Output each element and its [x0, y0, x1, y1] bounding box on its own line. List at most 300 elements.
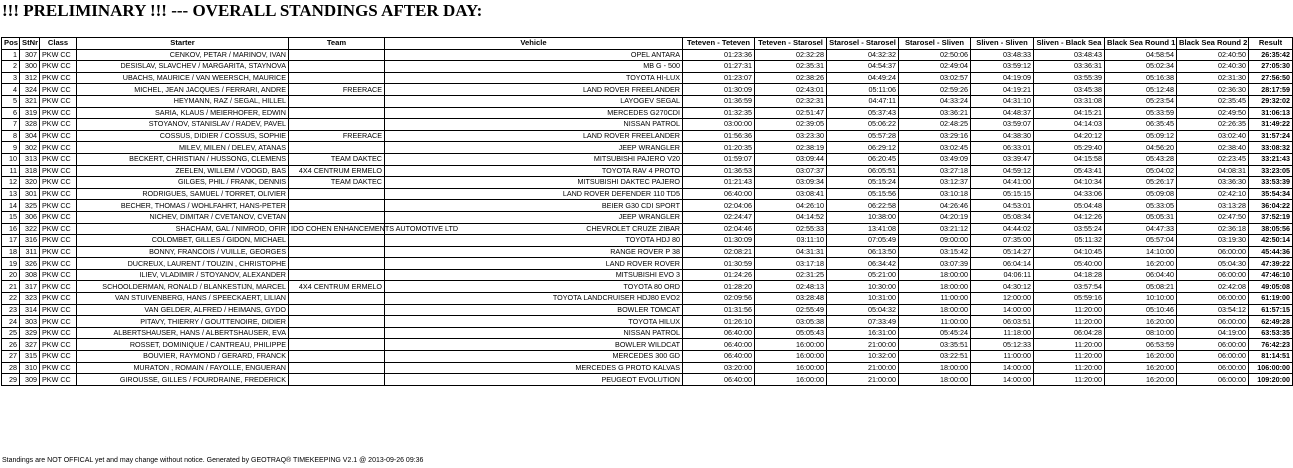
cell-pos: 14 — [2, 200, 20, 212]
cell-stage-6: 11:20:00 — [1034, 351, 1105, 363]
cell-stage-8: 03:02:40 — [1177, 130, 1249, 142]
cell-stage-2: 03:23:30 — [755, 130, 827, 142]
cell-pos: 16 — [2, 223, 20, 235]
cell-start-number: 315 — [20, 351, 40, 363]
cell-stage-2: 03:17:18 — [755, 258, 827, 270]
cell-class: PKW CC — [40, 211, 77, 223]
cell-start-number: 308 — [20, 269, 40, 281]
cell-stage-2: 02:43:01 — [755, 84, 827, 96]
table-row — [2, 72, 1293, 84]
cell-stage-8: 03:13:28 — [1177, 200, 1249, 212]
cell-stage-4: 03:15:42 — [899, 246, 971, 258]
cell-pos: 2 — [2, 61, 20, 73]
cell-stage-5: 14:00:00 — [971, 362, 1034, 374]
cell-stage-1: 03:20:00 — [683, 362, 755, 374]
cell-starter: BECHER, THOMAS / WOHLFAHRT, HANS-PETER — [77, 200, 289, 212]
cell-team — [289, 327, 385, 339]
column-header-class: Class — [40, 38, 77, 50]
cell-starter: ROSSET, DOMINIQUE / CANTREAU, PHILIPPE — [77, 339, 289, 351]
cell-stage-7: 05:43:28 — [1105, 153, 1177, 165]
cell-stage-1: 01:36:59 — [683, 95, 755, 107]
cell-stage-7: 16:20:00 — [1105, 258, 1177, 270]
cell-stage-1: 03:00:00 — [683, 119, 755, 131]
cell-stage-1: 01:30:09 — [683, 84, 755, 96]
cell-vehicle: OPEL ANTARA — [385, 49, 683, 61]
cell-stage-6: 04:20:12 — [1034, 130, 1105, 142]
cell-stage-5: 04:19:09 — [971, 72, 1034, 84]
table-row — [2, 235, 1293, 247]
cell-stage-3: 04:32:32 — [827, 49, 899, 61]
cell-vehicle: MERCEDES 300 GD — [385, 351, 683, 363]
cell-stage-4: 03:02:57 — [899, 72, 971, 84]
cell-stage-3: 21:00:00 — [827, 362, 899, 374]
cell-stage-8: 04:08:31 — [1177, 165, 1249, 177]
table-row — [2, 316, 1293, 328]
cell-stage-5: 04:19:21 — [971, 84, 1034, 96]
cell-vehicle: MITSUBISHI PAJERO V20 — [385, 153, 683, 165]
cell-pos: 24 — [2, 316, 20, 328]
cell-start-number: 307 — [20, 49, 40, 61]
table-row — [2, 49, 1293, 61]
cell-stage-3: 06:05:51 — [827, 165, 899, 177]
cell-class: PKW CC — [40, 304, 77, 316]
cell-stage-8: 03:36:30 — [1177, 177, 1249, 189]
cell-result: 28:17:59 — [1249, 84, 1293, 96]
cell-class: PKW CC — [40, 327, 77, 339]
cell-starter: ZEELEN, WILLEM / VOOGD, BAS — [77, 165, 289, 177]
cell-pos: 21 — [2, 281, 20, 293]
cell-team — [289, 258, 385, 270]
cell-stage-1: 01:23:07 — [683, 72, 755, 84]
cell-vehicle: BOWLER TOMCAT — [385, 304, 683, 316]
cell-stage-6: 04:10:34 — [1034, 177, 1105, 189]
cell-stage-2: 16:00:00 — [755, 362, 827, 374]
cell-vehicle: MB G - 500 — [385, 61, 683, 73]
cell-stage-3: 05:06:22 — [827, 119, 899, 131]
cell-stage-4: 03:07:39 — [899, 258, 971, 270]
cell-team — [289, 72, 385, 84]
cell-pos: 25 — [2, 327, 20, 339]
cell-stage-6: 03:55:24 — [1034, 223, 1105, 235]
cell-stage-4: 11:00:00 — [899, 293, 971, 305]
cell-stage-2: 02:55:33 — [755, 223, 827, 235]
cell-team — [289, 200, 385, 212]
cell-stage-8: 05:04:30 — [1177, 258, 1249, 270]
cell-stage-7: 16:20:00 — [1105, 374, 1177, 386]
cell-stage-3: 07:05:49 — [827, 235, 899, 247]
table-row — [2, 153, 1293, 165]
cell-stage-5: 05:15:15 — [971, 188, 1034, 200]
cell-stage-5: 11:00:00 — [971, 351, 1034, 363]
cell-stage-4: 03:35:51 — [899, 339, 971, 351]
cell-result: 106:00:00 — [1249, 362, 1293, 374]
cell-stage-6: 04:15:21 — [1034, 107, 1105, 119]
table-row — [2, 211, 1293, 223]
table-row — [2, 188, 1293, 200]
cell-start-number: 300 — [20, 61, 40, 73]
cell-starter: ILIEV, VLADIMIR / STOYANOV, ALEXANDER — [77, 269, 289, 281]
cell-stage-7: 05:08:21 — [1105, 281, 1177, 293]
cell-stage-4: 02:48:25 — [899, 119, 971, 131]
cell-vehicle: LAND ROVER FREELANDER — [385, 84, 683, 96]
footer-note: Standings are NOT OFFICAL yet and may change without notice. Generated by GEOTRAQ® TIMEKEEPING V2.1 @ 2013-09-26 09:36 — [2, 457, 424, 464]
cell-class: PKW CC — [40, 142, 77, 154]
cell-pos: 29 — [2, 374, 20, 386]
cell-stage-3: 06:13:50 — [827, 246, 899, 258]
cell-class: PKW CC — [40, 362, 77, 374]
cell-team — [289, 49, 385, 61]
table-header-row — [2, 38, 1293, 50]
cell-class: PKW CC — [40, 339, 77, 351]
cell-stage-7: 04:56:20 — [1105, 142, 1177, 154]
cell-class: PKW CC — [40, 374, 77, 386]
standings-table — [1, 37, 1293, 386]
cell-team: IDO COHEN ENHANCEMENTS AUTOMOTIVE LTD — [289, 223, 385, 235]
cell-stage-8: 02:23:45 — [1177, 153, 1249, 165]
cell-starter: GILGES, PHIL / FRANK, DENNIS — [77, 177, 289, 189]
cell-stage-2: 03:11:10 — [755, 235, 827, 247]
cell-stage-6: 03:55:39 — [1034, 72, 1105, 84]
cell-vehicle: JEEP WRANGLER — [385, 211, 683, 223]
cell-stage-6: 05:59:16 — [1034, 293, 1105, 305]
cell-stage-4: 04:26:46 — [899, 200, 971, 212]
cell-class: PKW CC — [40, 107, 77, 119]
cell-pos: 7 — [2, 119, 20, 131]
cell-vehicle: CHEVROLET CRUZE ZIBAR — [385, 223, 683, 235]
cell-team — [289, 61, 385, 73]
cell-result: 33:08:32 — [1249, 142, 1293, 154]
cell-vehicle: MITSUBISHI EVO 3 — [385, 269, 683, 281]
cell-stage-8: 06:00:00 — [1177, 339, 1249, 351]
column-header-stage-1: Teteven - Teteven — [683, 38, 755, 50]
cell-start-number: 325 — [20, 200, 40, 212]
table-row — [2, 107, 1293, 119]
cell-result: 27:56:50 — [1249, 72, 1293, 84]
cell-class: PKW CC — [40, 153, 77, 165]
cell-pos: 23 — [2, 304, 20, 316]
cell-stage-4: 18:00:00 — [899, 374, 971, 386]
cell-stage-2: 02:32:28 — [755, 49, 827, 61]
cell-stage-3: 05:21:00 — [827, 269, 899, 281]
cell-stage-7: 06:35:45 — [1105, 119, 1177, 131]
cell-stage-8: 02:35:45 — [1177, 95, 1249, 107]
cell-stage-5: 04:44:02 — [971, 223, 1034, 235]
cell-stage-5: 12:00:00 — [971, 293, 1034, 305]
cell-starter: STOYANOV, STANISLAV / RADEV, PAVEL — [77, 119, 289, 131]
cell-result: 63:53:35 — [1249, 327, 1293, 339]
cell-stage-8: 04:19:00 — [1177, 327, 1249, 339]
cell-stage-8: 02:49:50 — [1177, 107, 1249, 119]
column-header-stage-2: Teteven - Starosel — [755, 38, 827, 50]
cell-starter: BONNY, FRANCOIS / VUILLE, GEORGES — [77, 246, 289, 258]
cell-start-number: 316 — [20, 235, 40, 247]
cell-stage-5: 04:41:00 — [971, 177, 1034, 189]
cell-stage-8: 02:31:30 — [1177, 72, 1249, 84]
cell-class: PKW CC — [40, 235, 77, 247]
cell-starter: GIROUSSE, GILLES / FOURDRAINE, FREDERICK — [77, 374, 289, 386]
cell-start-number: 312 — [20, 72, 40, 84]
cell-stage-3: 10:31:00 — [827, 293, 899, 305]
cell-stage-1: 06:40:00 — [683, 374, 755, 386]
cell-stage-6: 04:10:45 — [1034, 246, 1105, 258]
cell-stage-2: 16:00:00 — [755, 374, 827, 386]
cell-stage-7: 05:33:05 — [1105, 200, 1177, 212]
cell-team — [289, 246, 385, 258]
cell-stage-4: 03:22:51 — [899, 351, 971, 363]
cell-stage-8: 03:54:12 — [1177, 304, 1249, 316]
cell-start-number: 314 — [20, 304, 40, 316]
cell-result: 38:05:56 — [1249, 223, 1293, 235]
cell-start-number: 318 — [20, 165, 40, 177]
table-row — [2, 327, 1293, 339]
cell-stage-8: 06:00:00 — [1177, 316, 1249, 328]
cell-stage-5: 05:14:27 — [971, 246, 1034, 258]
cell-stage-2: 02:32:31 — [755, 95, 827, 107]
cell-stage-3: 06:34:42 — [827, 258, 899, 270]
cell-stage-2: 02:39:05 — [755, 119, 827, 131]
cell-stage-5: 14:00:00 — [971, 374, 1034, 386]
cell-vehicle: MERCEDES G270CDI — [385, 107, 683, 119]
cell-start-number: 301 — [20, 188, 40, 200]
table-row — [2, 95, 1293, 107]
cell-starter: BOUVIER, RAYMOND / GERARD, FRANCK — [77, 351, 289, 363]
cell-stage-5: 03:39:47 — [971, 153, 1034, 165]
table-row — [2, 177, 1293, 189]
cell-team: 4X4 CENTRUM ERMELO — [289, 165, 385, 177]
cell-stage-1: 01:59:07 — [683, 153, 755, 165]
cell-stage-2: 02:31:25 — [755, 269, 827, 281]
cell-stage-4: 04:20:19 — [899, 211, 971, 223]
table-row — [2, 130, 1293, 142]
cell-team: 4X4 CENTRUM ERMELO — [289, 281, 385, 293]
cell-start-number: 320 — [20, 177, 40, 189]
cell-stage-5: 04:59:12 — [971, 165, 1034, 177]
cell-pos: 1 — [2, 49, 20, 61]
cell-stage-7: 05:10:46 — [1105, 304, 1177, 316]
cell-stage-4: 02:59:26 — [899, 84, 971, 96]
cell-stage-6: 11:20:00 — [1034, 374, 1105, 386]
cell-stage-2: 03:09:44 — [755, 153, 827, 165]
cell-class: PKW CC — [40, 165, 77, 177]
table-body — [2, 49, 1293, 385]
cell-stage-7: 05:09:12 — [1105, 130, 1177, 142]
table-row — [2, 351, 1293, 363]
cell-stage-6: 06:04:28 — [1034, 327, 1105, 339]
cell-result: 29:32:02 — [1249, 95, 1293, 107]
cell-stage-3: 13:41:08 — [827, 223, 899, 235]
cell-starter: NICHEV, DIMITAR / CVETANOV, CVETAN — [77, 211, 289, 223]
cell-stage-3: 05:37:43 — [827, 107, 899, 119]
cell-stage-6: 05:29:40 — [1034, 142, 1105, 154]
cell-result: 33:21:43 — [1249, 153, 1293, 165]
cell-stage-6: 03:57:54 — [1034, 281, 1105, 293]
cell-start-number: 313 — [20, 153, 40, 165]
cell-start-number: 306 — [20, 211, 40, 223]
cell-stage-4: 04:33:24 — [899, 95, 971, 107]
cell-stage-7: 06:53:59 — [1105, 339, 1177, 351]
cell-result: 31:06:13 — [1249, 107, 1293, 119]
cell-stage-3: 10:30:00 — [827, 281, 899, 293]
cell-class: PKW CC — [40, 49, 77, 61]
column-header-stage-5: Sliven - Sliven — [971, 38, 1034, 50]
cell-result: 45:44:36 — [1249, 246, 1293, 258]
cell-stage-8: 02:40:50 — [1177, 49, 1249, 61]
cell-starter: DESISLAV, SLAVCHEV / MARGARITA, STAYNOVA — [77, 61, 289, 73]
cell-stage-8: 06:00:00 — [1177, 293, 1249, 305]
cell-team: FREERACE — [289, 84, 385, 96]
cell-stage-8: 02:47:50 — [1177, 211, 1249, 223]
cell-class: PKW CC — [40, 61, 77, 73]
cell-class: PKW CC — [40, 119, 77, 131]
cell-start-number: 303 — [20, 316, 40, 328]
cell-result: 76:42:23 — [1249, 339, 1293, 351]
cell-team — [289, 362, 385, 374]
cell-stage-7: 05:57:04 — [1105, 235, 1177, 247]
column-header-pos: Pos — [2, 38, 20, 50]
cell-stage-1: 02:09:56 — [683, 293, 755, 305]
cell-starter: MURATON , ROMAIN / FAYOLLE, ENGUERAN — [77, 362, 289, 374]
cell-stage-3: 05:04:32 — [827, 304, 899, 316]
cell-start-number: 302 — [20, 142, 40, 154]
column-header-stage-8: Black Sea Round 2 — [1177, 38, 1249, 50]
cell-pos: 28 — [2, 362, 20, 374]
cell-stage-3: 04:54:37 — [827, 61, 899, 73]
cell-vehicle: TOYOTA RAV 4 PROTO — [385, 165, 683, 177]
cell-class: PKW CC — [40, 281, 77, 293]
cell-team — [289, 211, 385, 223]
cell-stage-7: 05:16:38 — [1105, 72, 1177, 84]
cell-start-number: 304 — [20, 130, 40, 142]
cell-stage-8: 02:36:18 — [1177, 223, 1249, 235]
cell-stage-5: 03:59:12 — [971, 61, 1034, 73]
cell-stage-8: 02:26:35 — [1177, 119, 1249, 131]
cell-stage-4: 03:12:37 — [899, 177, 971, 189]
cell-starter: COLOMBET, GILLES / GIDON, MICHAEL — [77, 235, 289, 247]
cell-team — [289, 188, 385, 200]
cell-stage-3: 10:32:00 — [827, 351, 899, 363]
cell-stage-2: 16:00:00 — [755, 339, 827, 351]
cell-starter: SARIA, KLAUS / MEIERHOFER, EDWIN — [77, 107, 289, 119]
cell-starter: HEYMANN, RAZ / SEGAL, HILLEL — [77, 95, 289, 107]
cell-stage-5: 11:18:00 — [971, 327, 1034, 339]
cell-stage-3: 04:49:24 — [827, 72, 899, 84]
cell-start-number: 317 — [20, 281, 40, 293]
cell-stage-4: 18:00:00 — [899, 304, 971, 316]
cell-stage-4: 03:02:45 — [899, 142, 971, 154]
cell-stage-7: 04:47:33 — [1105, 223, 1177, 235]
cell-result: 81:14:51 — [1249, 351, 1293, 363]
cell-stage-7: 05:12:48 — [1105, 84, 1177, 96]
cell-class: PKW CC — [40, 351, 77, 363]
cell-class: PKW CC — [40, 293, 77, 305]
cell-stage-8: 06:00:00 — [1177, 374, 1249, 386]
cell-stage-3: 21:00:00 — [827, 339, 899, 351]
cell-pos: 12 — [2, 177, 20, 189]
cell-class: PKW CC — [40, 188, 77, 200]
cell-team — [289, 304, 385, 316]
cell-result: 36:04:22 — [1249, 200, 1293, 212]
table-row — [2, 246, 1293, 258]
cell-stage-1: 06:40:00 — [683, 327, 755, 339]
cell-stage-4: 03:36:21 — [899, 107, 971, 119]
cell-stage-3: 05:11:06 — [827, 84, 899, 96]
cell-pos: 5 — [2, 95, 20, 107]
cell-stage-2: 03:07:37 — [755, 165, 827, 177]
cell-result: 62:49:28 — [1249, 316, 1293, 328]
cell-result: 109:20:00 — [1249, 374, 1293, 386]
cell-pos: 13 — [2, 188, 20, 200]
cell-starter: MILEV, MILEN / DELEV, ATANAS — [77, 142, 289, 154]
cell-stage-1: 01:28:20 — [683, 281, 755, 293]
cell-pos: 15 — [2, 211, 20, 223]
cell-stage-2: 05:05:43 — [755, 327, 827, 339]
cell-stage-4: 03:49:09 — [899, 153, 971, 165]
cell-pos: 9 — [2, 142, 20, 154]
cell-stage-1: 01:23:36 — [683, 49, 755, 61]
cell-stage-4: 03:29:16 — [899, 130, 971, 142]
cell-stage-5: 06:04:14 — [971, 258, 1034, 270]
cell-stage-7: 16:20:00 — [1105, 362, 1177, 374]
cell-result: 49:05:08 — [1249, 281, 1293, 293]
cell-stage-4: 05:45:24 — [899, 327, 971, 339]
cell-vehicle: PEUGEOT EVOLUTION — [385, 374, 683, 386]
cell-vehicle: LAYOGEV SEGAL — [385, 95, 683, 107]
cell-start-number: 329 — [20, 327, 40, 339]
table-row — [2, 119, 1293, 131]
cell-stage-1: 06:40:00 — [683, 188, 755, 200]
cell-stage-3: 06:29:12 — [827, 142, 899, 154]
cell-stage-7: 14:10:00 — [1105, 246, 1177, 258]
cell-stage-2: 02:51:47 — [755, 107, 827, 119]
cell-stage-8: 06:00:00 — [1177, 246, 1249, 258]
cell-starter: ALBERTSHAUSER, HANS / ALBERTSHAUSER, EVA — [77, 327, 289, 339]
cell-stage-6: 04:14:03 — [1034, 119, 1105, 131]
cell-stage-7: 10:10:00 — [1105, 293, 1177, 305]
cell-stage-7: 05:26:17 — [1105, 177, 1177, 189]
cell-pos: 22 — [2, 293, 20, 305]
cell-team — [289, 374, 385, 386]
cell-vehicle: LAND ROVER FREELANDER — [385, 130, 683, 142]
cell-start-number: 327 — [20, 339, 40, 351]
cell-team — [289, 235, 385, 247]
cell-pos: 26 — [2, 339, 20, 351]
cell-result: 26:35:42 — [1249, 49, 1293, 61]
cell-vehicle: TOYOTA HI-LUX — [385, 72, 683, 84]
cell-result: 61:57:15 — [1249, 304, 1293, 316]
cell-stage-4: 18:00:00 — [899, 269, 971, 281]
column-header-result: Result — [1249, 38, 1293, 50]
cell-stage-1: 01:30:59 — [683, 258, 755, 270]
cell-stage-6: 05:40:00 — [1034, 258, 1105, 270]
cell-stage-2: 04:26:10 — [755, 200, 827, 212]
cell-stage-6: 03:31:08 — [1034, 95, 1105, 107]
cell-team — [289, 293, 385, 305]
cell-stage-7: 05:04:02 — [1105, 165, 1177, 177]
cell-result: 27:05:30 — [1249, 61, 1293, 73]
cell-pos: 3 — [2, 72, 20, 84]
cell-result: 33:53:39 — [1249, 177, 1293, 189]
column-header-team: Team — [289, 38, 385, 50]
cell-pos: 11 — [2, 165, 20, 177]
cell-stage-8: 02:42:08 — [1177, 281, 1249, 293]
cell-stage-5: 06:33:01 — [971, 142, 1034, 154]
column-header-stage-7: Black Sea Round 1 — [1105, 38, 1177, 50]
cell-stage-8: 06:00:00 — [1177, 269, 1249, 281]
cell-class: PKW CC — [40, 258, 77, 270]
cell-stage-5: 04:48:37 — [971, 107, 1034, 119]
cell-stage-1: 01:20:35 — [683, 142, 755, 154]
cell-team — [289, 119, 385, 131]
